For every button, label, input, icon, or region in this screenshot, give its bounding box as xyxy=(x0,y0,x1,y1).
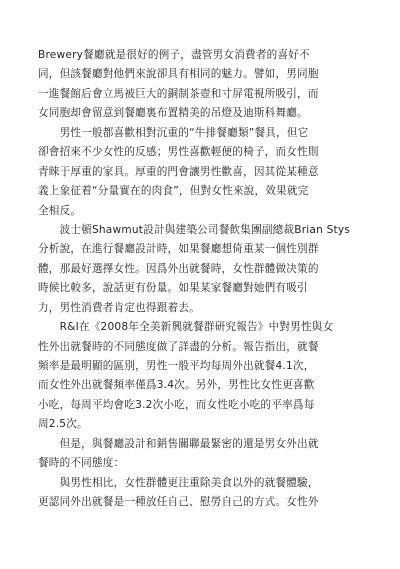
text-line: 男性一般都喜歡相對沉重的“牛排餐廳類”餐具，但它 xyxy=(38,126,309,139)
text-line: 頻率是最明顯的區別，男性一般平均每周外出就餐4.1次， xyxy=(38,360,315,372)
text-line: 與男性相比，女性群體更注重除美食以外的就餐體驗， xyxy=(38,476,319,489)
text-line: 全相反。 xyxy=(38,204,82,217)
text-line: 小吃，每周平均會吃3.2次小吃，而女性吃小吃的平率爲每 xyxy=(38,398,315,411)
text-line: 更認同外出就餐是一種放任自己、慰勞自己的方式。女性外 xyxy=(38,496,319,509)
text-line: R&I在《2008年全美新興就餐群研究報告》中對男性與女 xyxy=(38,321,334,334)
text-line: 但是，與餐廳設計和銷售關聯最緊密的還是男女外出就 xyxy=(38,437,319,450)
text-line: 義上象征着“分量實在的肉食”，但對女性來說，效果就完 xyxy=(38,185,309,198)
text-line: 體，那最好選擇女性。因爲外出就餐時，女性群體做决策的 xyxy=(38,262,319,275)
text-line: 波士頓Shawmut設計與建築公司餐飲集團副總裁Brian Stys xyxy=(38,223,351,236)
text-line: 一進餐館后會立馬被巨大的銅制茶壺和寸屏電視所吸引，而 xyxy=(38,87,319,100)
text-line: 而女性外出就餐頻率僅爲3.4次。另外，男性比女性更喜歡 xyxy=(38,379,315,392)
text-line: 分析說，在進行餐廳設計時，如果餐廳想倚重某一個性別群 xyxy=(38,243,319,256)
text-line: 青睞于厚重的家具。厚重的門會讓男性歡喜，因其從某種意 xyxy=(38,165,319,178)
text-line: 卻會招來不少女性的反感；男性喜歡輕便的椅子，而女性則 xyxy=(38,146,319,159)
text-line: 時候比較多，說話更有份量。如果某家餐廳對她們有吸引 xyxy=(38,282,308,295)
text-line: 女同胞却會留意到餐廳裏布置精美的吊燈及迪斯科舞廳。 xyxy=(38,107,308,120)
body-text xyxy=(38,46,362,513)
text-line: 餐時的不同態度： xyxy=(38,457,125,470)
text-line: 周2.5次。 xyxy=(38,418,88,431)
text-line: 同，但該餐廳對他們來說卻具有相同的魅力。譬如，男同胞 xyxy=(38,68,319,81)
text-line: 性外出就餐時的不同態度做了詳盡的分析。報告指出，就餐 xyxy=(38,340,319,353)
text-line: Brewery餐廳就是很好的例子，盡管男女消費者的喜好不 xyxy=(38,49,310,61)
text-line: 力，男性消費者肯定也得跟着去。 xyxy=(38,301,200,314)
